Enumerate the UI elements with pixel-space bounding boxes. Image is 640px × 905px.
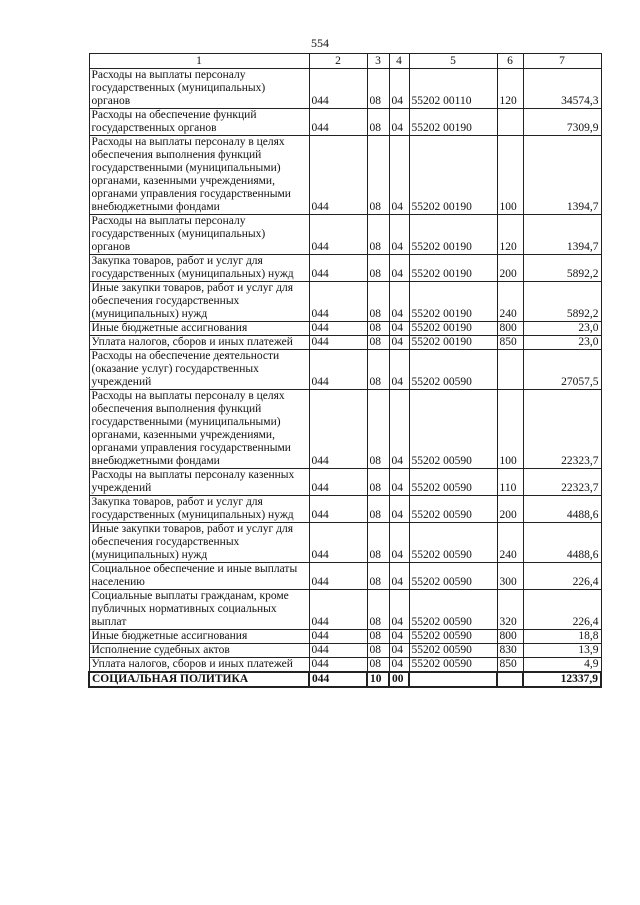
row-target-article: 55202 00110 <box>409 69 497 109</box>
row-admin-code: 044 <box>309 336 367 350</box>
row-subsection-code: 04 <box>389 350 409 390</box>
row-amount: 22323,7 <box>523 390 601 469</box>
row-name-cell: Расходы на выплаты персоналу в целях обеспечения выполнения функций государственными (муниципальными) органами, казенными учреждениями, органами управления государственными внебюджетными фондами <box>89 136 309 215</box>
row-expense-type <box>497 672 523 687</box>
row-section-code: 10 <box>367 672 389 687</box>
row-subsection-code: 04 <box>389 109 409 136</box>
row-subsection-code: 00 <box>389 672 409 687</box>
table-row <box>89 350 601 390</box>
row-admin-code: 044 <box>309 658 367 673</box>
row-admin-code: 044 <box>309 322 367 336</box>
row-expense-type: 850 <box>497 658 523 673</box>
row-target-article: 55202 00190 <box>409 336 497 350</box>
col-header-7: 7 <box>523 54 601 69</box>
row-amount: 4488,6 <box>523 523 601 563</box>
col-header-6: 6 <box>497 54 523 69</box>
table-header-row <box>89 54 601 69</box>
row-amount: 23,0 <box>523 322 601 336</box>
row-amount: 1394,7 <box>523 136 601 215</box>
row-admin-code: 044 <box>309 644 367 658</box>
row-amount: 5892,2 <box>523 255 601 282</box>
row-expense-type <box>497 109 523 136</box>
table-row <box>89 523 601 563</box>
row-subsection-code: 04 <box>389 322 409 336</box>
table-row <box>89 255 601 282</box>
row-subsection-code: 04 <box>389 644 409 658</box>
table-row <box>89 109 601 136</box>
row-amount: 27057,5 <box>523 350 601 390</box>
row-subsection-code: 04 <box>389 282 409 322</box>
row-section-code: 08 <box>367 390 389 469</box>
budget-table <box>88 53 602 688</box>
row-amount: 226,4 <box>523 590 601 630</box>
page-number: 554 <box>311 36 329 50</box>
row-section-code: 08 <box>367 255 389 282</box>
row-expense-type: 100 <box>497 136 523 215</box>
row-admin-code: 044 <box>309 109 367 136</box>
row-subsection-code: 04 <box>389 255 409 282</box>
row-name-cell: Социальное обеспечение и иные выплаты населению <box>89 563 309 590</box>
row-amount: 1394,7 <box>523 215 601 255</box>
row-section-code: 08 <box>367 350 389 390</box>
row-name-cell: Уплата налогов, сборов и иных платежей <box>89 658 309 673</box>
row-target-article: 55202 00590 <box>409 563 497 590</box>
row-subsection-code: 04 <box>389 215 409 255</box>
row-expense-type: 100 <box>497 390 523 469</box>
row-admin-code: 044 <box>309 215 367 255</box>
row-section-code: 08 <box>367 644 389 658</box>
table-row <box>89 336 601 350</box>
row-section-code: 08 <box>367 658 389 673</box>
table-row <box>89 215 601 255</box>
row-admin-code: 044 <box>309 563 367 590</box>
row-section-code: 08 <box>367 496 389 523</box>
row-target-article: 55202 00590 <box>409 496 497 523</box>
row-expense-type: 120 <box>497 215 523 255</box>
row-target-article: 55202 00590 <box>409 644 497 658</box>
row-amount: 4488,6 <box>523 496 601 523</box>
row-section-code: 08 <box>367 215 389 255</box>
row-subsection-code: 04 <box>389 69 409 109</box>
row-amount: 4,9 <box>523 658 601 673</box>
table-row <box>89 390 601 469</box>
row-name-cell: Расходы на выплаты персоналу государственных (муниципальных) органов <box>89 215 309 255</box>
row-amount: 13,9 <box>523 644 601 658</box>
table-row <box>89 563 601 590</box>
row-target-article: 55202 00590 <box>409 630 497 644</box>
row-name-cell: Расходы на выплаты персоналу государственных (муниципальных) органов <box>89 69 309 109</box>
col-header-5: 5 <box>409 54 497 69</box>
row-subsection-code: 04 <box>389 563 409 590</box>
row-subsection-code: 04 <box>389 136 409 215</box>
row-name-cell: СОЦИАЛЬНАЯ ПОЛИТИКА <box>89 672 309 687</box>
row-admin-code: 044 <box>309 282 367 322</box>
row-subsection-code: 04 <box>389 496 409 523</box>
row-target-article: 55202 00190 <box>409 109 497 136</box>
row-name-cell: Иные бюджетные ассигнования <box>89 630 309 644</box>
row-expense-type: 240 <box>497 282 523 322</box>
row-admin-code: 044 <box>309 523 367 563</box>
row-admin-code: 044 <box>309 255 367 282</box>
row-section-code: 08 <box>367 469 389 496</box>
row-admin-code: 044 <box>309 590 367 630</box>
row-target-article: 55202 00190 <box>409 282 497 322</box>
row-name-cell: Иные закупки товаров, работ и услуг для обеспечения государственных (муниципальных) нужд <box>89 282 309 322</box>
table-row <box>89 496 601 523</box>
row-target-article: 55202 00590 <box>409 390 497 469</box>
row-expense-type: 300 <box>497 563 523 590</box>
row-name-cell: Расходы на выплаты персоналу в целях обеспечения выполнения функций государственными (муниципальными) органами, казенными учреждениями, органами управления государственными внебюджетными фондами <box>89 390 309 469</box>
row-expense-type: 850 <box>497 336 523 350</box>
row-expense-type: 110 <box>497 469 523 496</box>
row-amount: 12337,9 <box>523 672 601 687</box>
table-row <box>89 282 601 322</box>
col-header-3: 3 <box>367 54 389 69</box>
row-name-cell: Расходы на обеспечение функций государственных органов <box>89 109 309 136</box>
row-target-article: 55202 00190 <box>409 322 497 336</box>
row-subsection-code: 04 <box>389 469 409 496</box>
table-row <box>89 69 601 109</box>
row-admin-code: 044 <box>309 350 367 390</box>
row-amount: 5892,2 <box>523 282 601 322</box>
row-target-article: 55202 00190 <box>409 255 497 282</box>
table-row <box>89 322 601 336</box>
row-admin-code: 044 <box>309 496 367 523</box>
table-row <box>89 590 601 630</box>
row-section-code: 08 <box>367 590 389 630</box>
table-row <box>89 658 601 673</box>
row-admin-code: 044 <box>309 672 367 687</box>
row-name-cell: Социальные выплаты гражданам, кроме публичных нормативных социальных выплат <box>89 590 309 630</box>
row-subsection-code: 04 <box>389 523 409 563</box>
row-amount: 226,4 <box>523 563 601 590</box>
table-row <box>89 672 601 687</box>
row-amount: 22323,7 <box>523 469 601 496</box>
table-row <box>89 136 601 215</box>
row-admin-code: 044 <box>309 390 367 469</box>
row-target-article: 55202 00590 <box>409 590 497 630</box>
row-name-cell: Исполнение судебных актов <box>89 644 309 658</box>
row-subsection-code: 04 <box>389 336 409 350</box>
row-section-code: 08 <box>367 322 389 336</box>
col-header-1: 1 <box>89 54 309 69</box>
row-subsection-code: 04 <box>389 658 409 673</box>
col-header-4: 4 <box>389 54 409 69</box>
row-section-code: 08 <box>367 109 389 136</box>
row-name-cell: Закупка товаров, работ и услуг для государственных (муниципальных) нужд <box>89 255 309 282</box>
row-section-code: 08 <box>367 523 389 563</box>
row-subsection-code: 04 <box>389 630 409 644</box>
row-admin-code: 044 <box>309 136 367 215</box>
row-expense-type: 120 <box>497 69 523 109</box>
row-expense-type: 830 <box>497 644 523 658</box>
row-expense-type: 320 <box>497 590 523 630</box>
row-target-article: 55202 00590 <box>409 523 497 563</box>
row-name-cell: Иные бюджетные ассигнования <box>89 322 309 336</box>
row-section-code: 08 <box>367 282 389 322</box>
row-expense-type: 200 <box>497 255 523 282</box>
row-expense-type: 800 <box>497 630 523 644</box>
row-name-cell: Иные закупки товаров, работ и услуг для обеспечения государственных (муниципальных) нужд <box>89 523 309 563</box>
row-section-code: 08 <box>367 630 389 644</box>
row-target-article: 55202 00590 <box>409 658 497 673</box>
row-target-article: 55202 00190 <box>409 215 497 255</box>
row-expense-type <box>497 350 523 390</box>
row-amount: 23,0 <box>523 336 601 350</box>
row-expense-type: 240 <box>497 523 523 563</box>
row-target-article: 55202 00590 <box>409 469 497 496</box>
row-section-code: 08 <box>367 563 389 590</box>
row-section-code: 08 <box>367 69 389 109</box>
row-admin-code: 044 <box>309 630 367 644</box>
row-amount: 34574,3 <box>523 69 601 109</box>
row-section-code: 08 <box>367 136 389 215</box>
row-name-cell: Закупка товаров, работ и услуг для государственных (муниципальных) нужд <box>89 496 309 523</box>
row-amount: 7309,9 <box>523 109 601 136</box>
row-name-cell: Уплата налогов, сборов и иных платежей <box>89 336 309 350</box>
row-expense-type: 800 <box>497 322 523 336</box>
row-name-cell: Расходы на обеспечение деятельности (оказание услуг) государственных учреждений <box>89 350 309 390</box>
row-subsection-code: 04 <box>389 590 409 630</box>
row-target-article: 55202 00190 <box>409 136 497 215</box>
row-subsection-code: 04 <box>389 390 409 469</box>
row-expense-type: 200 <box>497 496 523 523</box>
row-admin-code: 044 <box>309 469 367 496</box>
row-name-cell: Расходы на выплаты персоналу казенных учреждений <box>89 469 309 496</box>
row-target-article: 55202 00590 <box>409 350 497 390</box>
row-admin-code: 044 <box>309 69 367 109</box>
col-header-2: 2 <box>309 54 367 69</box>
table-row <box>89 644 601 658</box>
table-row <box>89 630 601 644</box>
row-target-article <box>409 672 497 687</box>
row-section-code: 08 <box>367 336 389 350</box>
table-row <box>89 469 601 496</box>
row-amount: 18,8 <box>523 630 601 644</box>
